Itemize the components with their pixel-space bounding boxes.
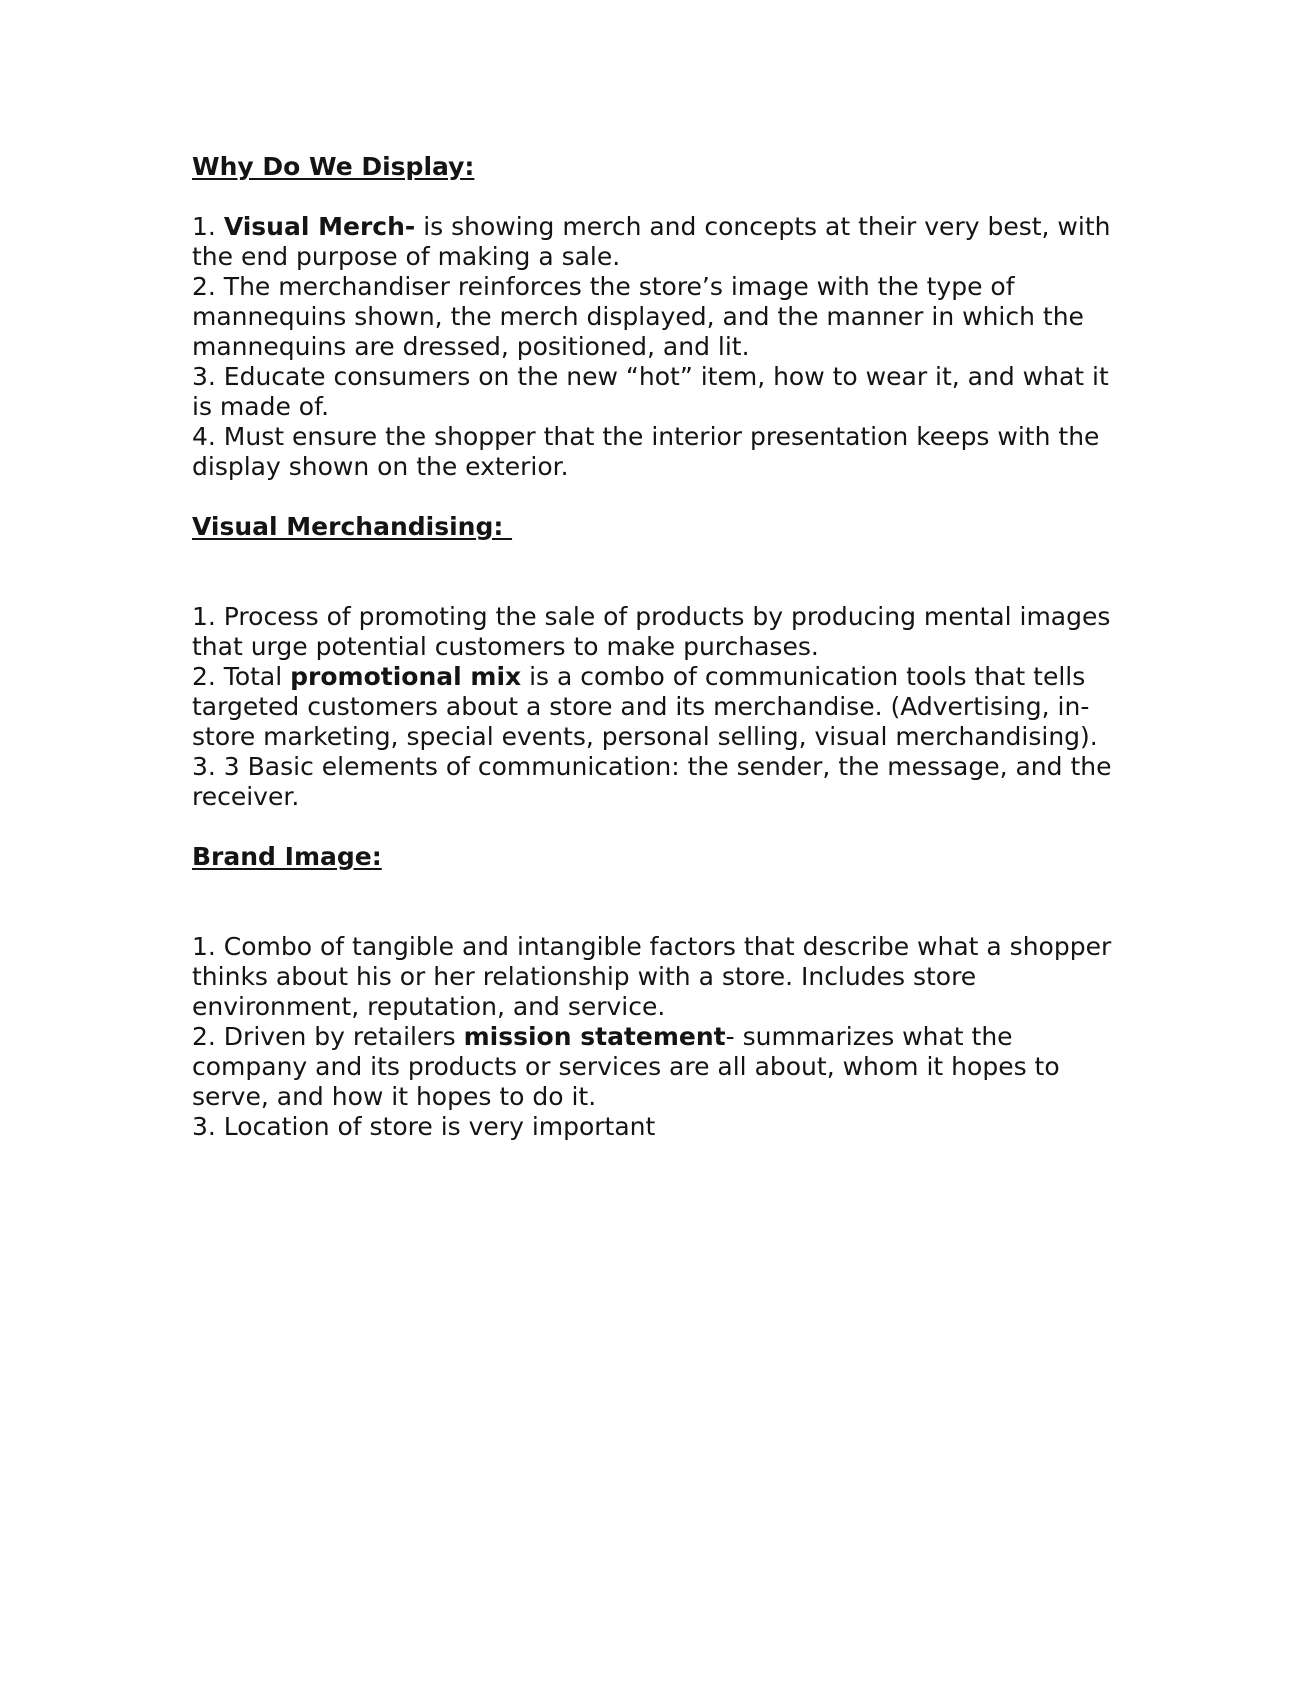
section-list-brand-image — [192, 932, 1122, 1142]
list-item — [192, 1112, 1122, 1142]
item-bold-term: promotional mix — [290, 662, 522, 691]
spacer — [192, 542, 1122, 602]
item-bold-term: mission statement — [463, 1022, 726, 1051]
document-page — [192, 152, 1122, 1142]
spacer — [192, 182, 1122, 212]
section-heading-brand-image: Brand Image: — [192, 842, 382, 871]
item-text: 3. Educate consumers on the new “hot” item, how to wear it, and what it is made of. — [192, 362, 1109, 421]
item-prefix: 1. — [192, 212, 224, 241]
list-item — [192, 932, 1122, 1022]
item-text: 1. Combo of tangible and intangible factors that describe what a shopper thinks about his or her relationship with a store. Includes store environment, reputation, and service. — [192, 932, 1112, 1021]
section-list-why-display — [192, 212, 1122, 482]
item-prefix: 2. Driven by retailers — [192, 1022, 464, 1051]
item-bold-term: Visual Merch- — [223, 212, 416, 241]
item-text: 3. Location of store is very important — [192, 1112, 656, 1141]
section-list-visual-merchandising — [192, 602, 1122, 812]
spacer — [192, 812, 1122, 842]
list-item — [192, 272, 1122, 362]
item-text: is a combo of communication tools that tells targeted customers about a store and its merchandise. (Advertising, in-store marketing, special events, personal selling, visual merchandising). — [192, 662, 1098, 751]
list-item — [192, 752, 1122, 812]
list-item — [192, 1022, 1122, 1112]
item-text: 2. The merchandiser reinforces the store’s image with the type of mannequins shown, the merch displayed, and the manner in which the mannequins are dressed, positioned, and lit. — [192, 272, 1084, 361]
list-item — [192, 362, 1122, 422]
spacer — [192, 872, 1122, 932]
item-text: 3. 3 Basic elements of communication: the sender, the message, and the receiver. — [192, 752, 1112, 811]
item-text: is showing merch and concepts at their very best, with the end purpose of making a sale. — [192, 212, 1111, 271]
list-item — [192, 662, 1122, 752]
section-heading-visual-merchandising: Visual Merchandising: — [192, 512, 513, 541]
section-heading-why-display: Why Do We Display: — [192, 152, 475, 181]
spacer — [192, 482, 1122, 512]
list-item — [192, 422, 1122, 482]
item-prefix: 2. Total — [192, 662, 291, 691]
list-item — [192, 212, 1122, 272]
list-item — [192, 602, 1122, 662]
item-text: 4. Must ensure the shopper that the interior presentation keeps with the display shown on the exterior. — [192, 422, 1100, 481]
item-text: - summarizes what the company and its products or services are all about, whom it hopes to serve, and how it hopes to do it. — [192, 1022, 1060, 1111]
item-text: 1. Process of promoting the sale of products by producing mental images that urge potential customers to make purchases. — [192, 602, 1111, 661]
